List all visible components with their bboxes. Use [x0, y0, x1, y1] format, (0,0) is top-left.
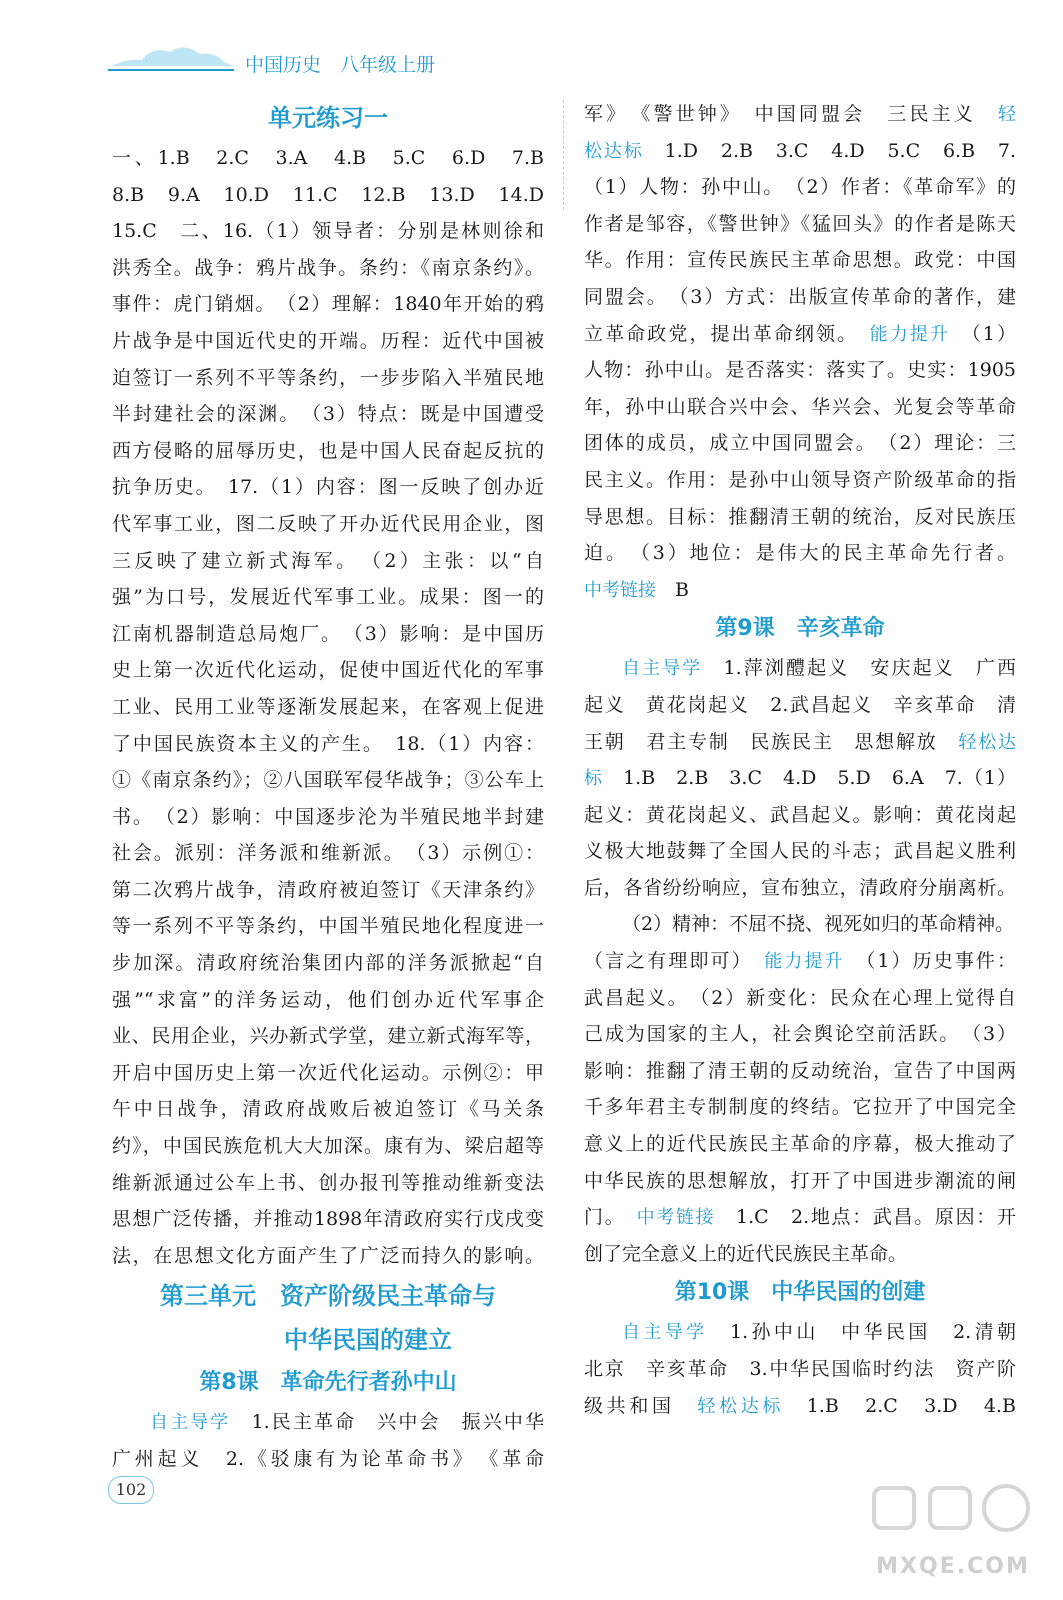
answer-line: 约》，中国民族危机大大加深。康有为、梁启超等	[112, 1135, 544, 1158]
lesson-9-ability-block	[584, 980, 1016, 1200]
answer-line: 武昌起义。 （2）新变化：民众在心理上觉得自	[584, 986, 1016, 1009]
answer-line: （1）人物：孙中山。 （2）作者：《革命军》的	[584, 176, 1016, 199]
answer-line: 立革命政党，提出革命纲领。 能力提升 （1）	[584, 322, 1016, 345]
answer-line: 导思想。目标：推翻清王朝的统治，反对民族压	[584, 505, 1016, 528]
answer-line: 华。作用：宣传民族民主革命思想。政党：中国	[584, 249, 1016, 272]
answer-line: 一、1.B 2.C 3.A 4.B 5.C 6.D 7.B	[112, 147, 544, 169]
answer-line: 开启中国历史上第一次近代化运动。示例②：甲	[112, 1061, 544, 1084]
lesson-8-answers-block	[584, 169, 1016, 315]
answer-line: 中华民族的思想解放，打开了中国进步潮流的闸	[584, 1169, 1016, 1192]
answer-line: 步加深。清政府统治集团内部的洋务派掀起“自	[112, 952, 544, 975]
unit-exercise-answers	[112, 140, 544, 1274]
right-column	[584, 96, 1016, 1424]
grade-label: 八年级上册	[340, 54, 436, 76]
answer-line: 王朝 君主专制 民族民主 思想解放 轻松达	[584, 730, 1016, 753]
lesson-8-ability-block	[584, 352, 1016, 572]
self-study-tag: 自主导学	[622, 1322, 708, 1344]
answer-line: 己成为国家的主人，社会舆论空前活跃。 （3）	[584, 1023, 1016, 1046]
exam-link-tag: 中考链接	[584, 579, 656, 601]
answer-line: 片战争是中国近代史的开端。历程：近代中国被	[112, 329, 544, 352]
answer-line: 8.B 9.A 10.D 11.C 12.B 13.D 14.D	[112, 183, 544, 206]
watermark-text: MXQE.COM	[876, 1554, 1030, 1579]
left-column	[112, 96, 544, 1478]
self-study-tag: 自主导学	[150, 1412, 231, 1434]
answer-line: 后，各省纷纷响应，宣布独立，清政府分崩离析。	[584, 876, 1016, 899]
easy-target-tag-part1: 轻松达	[958, 731, 1016, 753]
answer-line: 书。 （2）影响：中国逐步沦为半殖民地半封建	[112, 805, 544, 828]
answer-line: 同盟会。 （3）方式：出版宣传革命的著作，建	[584, 285, 1016, 308]
answer-line: 军》 《警世钟》 中国同盟会 三民主义 轻	[584, 103, 1016, 125]
answer-line: 洪秀全。战争：鸦片战争。条约：《南京条约》。	[112, 256, 544, 279]
unit-three-title-line2: 中华民国的建立	[284, 1326, 452, 1355]
answer-line: 等一系列不平等条约，中国半殖民地化程度进一	[112, 915, 544, 938]
answer-line: 自主导学 1.萍浏醴起义 安庆起义 广西	[622, 657, 1016, 680]
lesson-9-title: 第9课 辛亥革命	[715, 616, 885, 642]
answer-line: 迫。 （3）地位：是伟大的民主革命先行者。	[584, 542, 1016, 565]
page-header	[108, 40, 458, 80]
subject-label: 中国历史	[245, 54, 322, 76]
answer-line: 维新派通过公车上书、创办报刊等推动维新变法	[112, 1171, 544, 1194]
answer-line: 代军事工业，图二反映了开办近代民用企业，图	[112, 512, 544, 535]
answer-line: 法，在思想文化方面产生了广泛而持久的影响。	[112, 1244, 544, 1267]
answer-line: 工业、民用工业等逐渐发展起来，在客观上促进	[112, 695, 544, 718]
answer-line: ①《南京条约》；②八国联军侵华战争；③公车上	[112, 769, 544, 792]
answer-line: 自主导学 1.孙中山 中华民国 2.清朝	[622, 1321, 1016, 1344]
answer-line: 松达标 1.D 2.B 3.C 4.D 5.C 6.B 7.	[584, 139, 1016, 162]
answer-line: 级共和国 轻松达标 1.B 2.C 3.D 4.B	[584, 1394, 1016, 1417]
answer-line: 人物：孙中山。是否落实：落实了。史实：1905	[584, 359, 1016, 382]
lesson-8-answers-1: 1.民主革命 兴中会 振兴中华	[251, 1411, 544, 1434]
lesson-8-line: 广州起义 2.《驳康有为论革命书》 《革命	[112, 1448, 544, 1470]
answer-line: 起义 黄花岗起义 2.武昌起义 辛亥革命 清	[584, 693, 1016, 716]
answer-line: 思想广泛传播，并推动1898年清政府实行戊戌变	[112, 1208, 544, 1231]
answer-line: 义极大地鼓舞了全国人民的斗志；武昌起义胜利	[584, 840, 1016, 863]
answer-line: 午中日战争，清政府战败后被迫签订《马关条	[112, 1098, 544, 1121]
answer-line: 三反映了建立新式海军。 （2）主张：以“自	[112, 549, 544, 572]
answer-line: （2）精神：不屈不挠、视死如归的革命精神。	[622, 913, 1015, 936]
lesson-9-answers-block	[584, 797, 1016, 907]
answer-line: 西方侵略的屈辱历史，也是中国人民奋起反抗的	[112, 439, 544, 462]
easy-target-tag-part2: 松达标	[584, 140, 644, 162]
ability-up-tag: 能力提升	[869, 323, 951, 345]
answer-line: （言之有理即可） 能力提升 （1）历史事件：	[584, 950, 1016, 973]
answer-line: 团体的成员，成立中国同盟会。 （2）理论：三	[584, 432, 1016, 455]
answer-line: 意义上的近代民族民主革命的序幕，极大推动了	[584, 1133, 1016, 1156]
answer-line: 起义：黄花岗起义、武昌起义。影响：黄花岗起	[584, 803, 1016, 826]
answer-line: 江南机器制造总局炮厂。 （3）影响：是中国历	[112, 622, 544, 645]
easy-target-tag-part1: 轻	[997, 104, 1016, 125]
cloud-banner-icon	[108, 40, 238, 74]
answer-line: 抗争历史。 17.（1）内容：图一反映了创办近	[112, 476, 544, 499]
ability-up-tag: 能力提升	[764, 951, 845, 973]
answer-line: 北京 辛亥革命 3.中华民国临时约法 资产阶	[584, 1358, 1016, 1380]
answer-line: 强”“求富”的洋务运动，他们创办近代军事企	[112, 988, 544, 1011]
lesson-10-title: 第10课 中华民国的创建	[674, 1280, 926, 1306]
answer-line: 门。 中考链接 1.C 2.地点：武昌。原因：开	[584, 1206, 1016, 1229]
answer-line: 影响：推翻了清王朝的反动统治，宣告了中国两	[584, 1059, 1016, 1082]
easy-target-tag: 轻松达标	[697, 1395, 785, 1417]
answer-line: 迫签订一系列不平等条约，一步步陷入半殖民地	[112, 366, 544, 389]
answer-line: 强”为口号，发展近代军事工业。成果：图一的	[112, 586, 544, 609]
answer-line: 15.C 二、16.（1）领导者：分别是林则徐和	[112, 220, 544, 243]
self-study-tag: 自主导学	[622, 658, 703, 680]
answer-line: 第二次鸦片战争，清政府被迫签订《天津条约》	[112, 878, 544, 901]
answer-line: 年，孙中山联合兴中会、华兴会、光复会等革命	[584, 395, 1016, 418]
exam-link-tag: 中考链接	[636, 1207, 716, 1229]
answer-line: 标 1.B 2.B 3.C 4.D 5.D 6.A 7.（1）	[584, 767, 1016, 790]
answer-line: 史上第一次近代化运动，促使中国近代化的军事	[112, 659, 544, 682]
answer-line: 千多年君主专制制度的终结。它拉开了中国完全	[584, 1096, 1016, 1119]
answer-line: 社会。派别：洋务派和维新派。 （3）示例①：	[112, 842, 544, 865]
exam-link-line: 中考链接 B	[584, 578, 689, 601]
answer-line: 创了完全意义上的近代民族民主革命。	[584, 1242, 908, 1265]
answer-line: 民主义。作用：是孙中山领导资产阶级革命的指	[584, 468, 1016, 491]
answer-line: 半封建社会的深渊。 （3）特点：既是中国遭受	[112, 403, 544, 426]
lesson-8-line	[112, 1404, 544, 1441]
page-number: 102	[108, 1476, 154, 1504]
easy-target-tag-part2: 标	[584, 768, 604, 790]
answer-line: 作者是邹容，《警世钟》《猛回头》的作者是陈天	[584, 212, 1016, 235]
unit-exercise-title: 单元练习一	[268, 104, 388, 132]
answer-line: 了中国民族资本主义的产生。 18.（1）内容：	[112, 732, 544, 755]
lesson-8-title: 第8课 革命先行者孙中山	[199, 1370, 457, 1396]
answer-line: 业、民用企业，兴办新式学堂，建立新式海军等，	[112, 1025, 544, 1048]
unit-three-title-line1: 第三单元 资产阶级民主革命与	[160, 1282, 496, 1311]
answer-line: 事件：虎门销烟。 （2）理解：1840年开始的鸦	[112, 293, 544, 316]
column-divider	[563, 100, 564, 210]
